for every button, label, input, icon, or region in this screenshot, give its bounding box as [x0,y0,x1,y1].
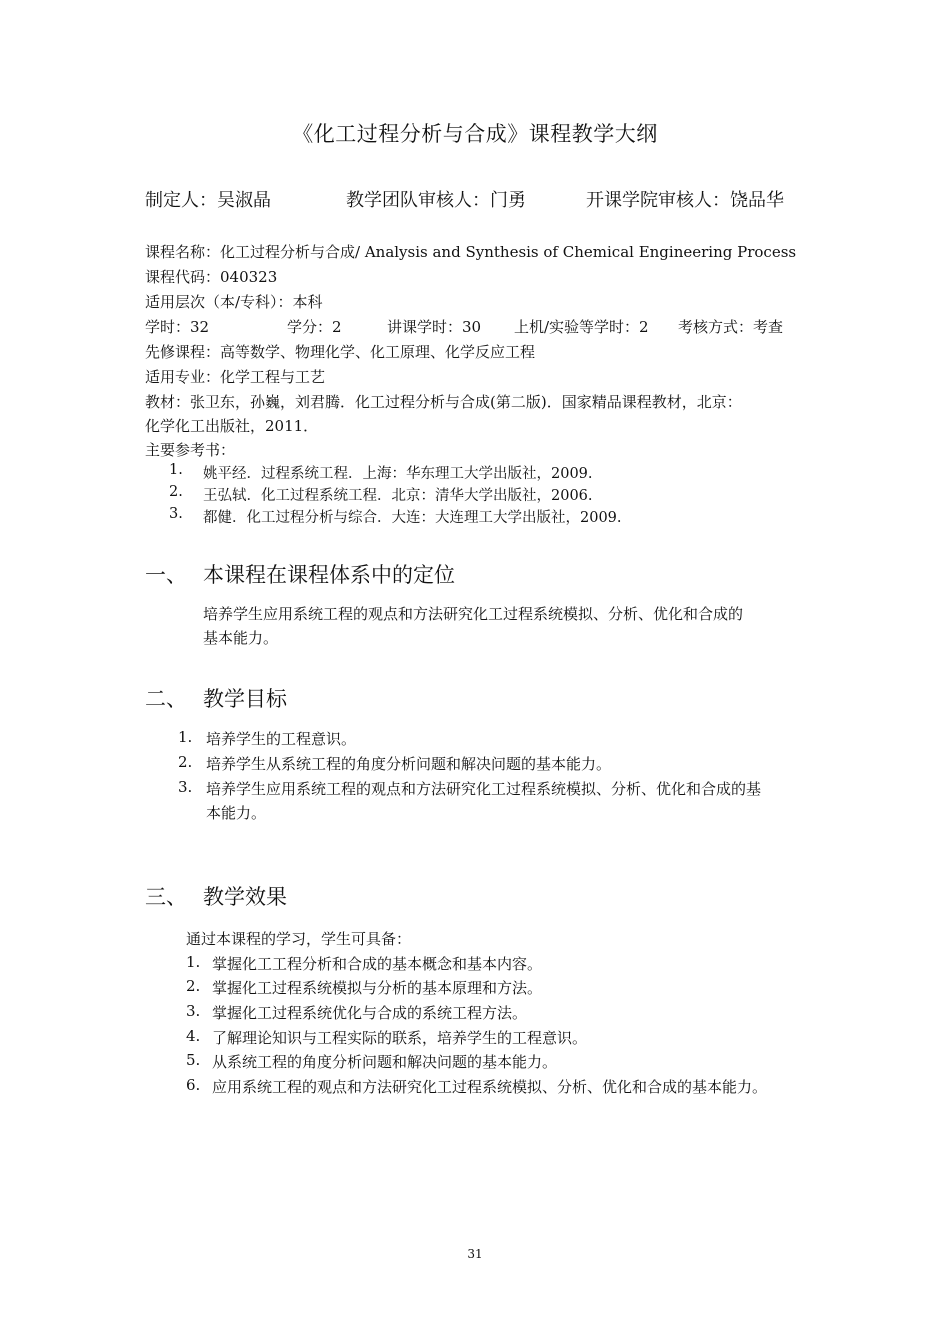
list-item-number: 1. [186,953,201,971]
course-level: 适用层次（本/专科）：本科 [145,293,323,311]
course-hours: 学时：32 [145,318,210,336]
list-item: 应用系统工程的观点和方法研究化工过程系统模拟、分析、优化和合成的基本能力。 [212,1078,768,1096]
textbook-line-1: 教材：张卫东，孙巍，刘君腾．化工过程分析与合成(第二版)．国家精品课程教材，北京： [145,393,742,411]
lab-hours: 上机/实验等学时：2 [514,318,649,336]
list-item: 掌握化工工程分析和合成的基本概念和基本内容。 [212,955,543,973]
prerequisites: 先修课程：高等数学、物理化学、化工原理、化学反应工程 [145,343,536,361]
list-item-number: 2. [178,753,193,771]
list-item-number: 2. [186,977,201,995]
list-item-number: 3. [186,1002,201,1020]
document-title: 《化工过程分析与合成》课程教学大纲 [292,122,658,146]
list-item: 培养学生从系统工程的角度分析问题和解决问题的基本能力。 [206,755,612,773]
author: 制定人：吴淑晶 [145,190,271,211]
list-item-number: 6. [186,1076,201,1094]
reference-item: 姚平经．过程系统工程．上海：华东理工大学出版社，2009. [203,466,593,482]
course-credits: 学分：2 [287,318,342,336]
list-item-number: 3. [178,778,193,796]
course-name: 课程名称：化工过程分析与合成/ Analysis and Synthesis of Chemical Engineering Process [145,243,797,261]
list-item: 培养学生的工程意识。 [206,730,357,748]
section-1-number: 一、 [145,563,187,587]
course-code: 课程代码：040323 [145,268,278,286]
section-2-title: 教学目标 [203,687,287,711]
assessment-method: 考核方式：考查 [678,318,784,336]
list-item-number: 4. [186,1027,201,1045]
reference-item: 都健．化工过程分析与综合．大连：大连理工大学出版社，2009. [203,510,622,526]
page-number: 31 [467,1247,483,1261]
applicable-major: 适用专业：化学工程与工艺 [145,368,326,386]
list-item: 从系统工程的角度分析问题和解决问题的基本能力。 [212,1053,558,1071]
section-1-title: 本课程在课程体系中的定位 [203,563,455,587]
reference-number: 2. [169,484,183,500]
reference-number: 1. [169,462,183,478]
section-1-paragraph-line-2: 基本能力。 [203,629,279,647]
textbook-line-2: 化学化工出版社，2011． [145,417,319,435]
list-item-number: 5. [186,1051,201,1069]
section-2-number: 二、 [145,687,187,711]
college-reviewer: 开课学院审核人：饶品华 [586,190,784,211]
lecture-hours: 讲课学时：30 [387,318,482,336]
team-reviewer: 教学团队审核人：门勇 [346,190,526,211]
reference-item: 王弘轼．化工过程系统工程．北京：清华大学出版社，2006. [203,488,593,504]
list-item-continuation: 本能力。 [206,804,267,822]
list-item-number: 1. [178,728,193,746]
reference-number: 3. [169,506,183,522]
section-1-paragraph-line-1: 培养学生应用系统工程的观点和方法研究化工过程系统模拟、分析、优化和合成的 [203,605,744,623]
section-3-title: 教学效果 [203,885,287,909]
list-item: 掌握化工过程系统模拟与分析的基本原理和方法。 [212,979,543,997]
references-label: 主要参考书： [145,441,236,459]
list-item: 掌握化工过程系统优化与合成的系统工程方法。 [212,1004,528,1022]
section-3-number: 三、 [145,885,187,909]
list-item: 了解理论知识与工程实际的联系，培养学生的工程意识。 [212,1029,588,1047]
section-3-intro: 通过本课程的学习，学生可具备： [186,930,412,948]
list-item: 培养学生应用系统工程的观点和方法研究化工过程系统模拟、分析、优化和合成的基 [206,780,762,798]
